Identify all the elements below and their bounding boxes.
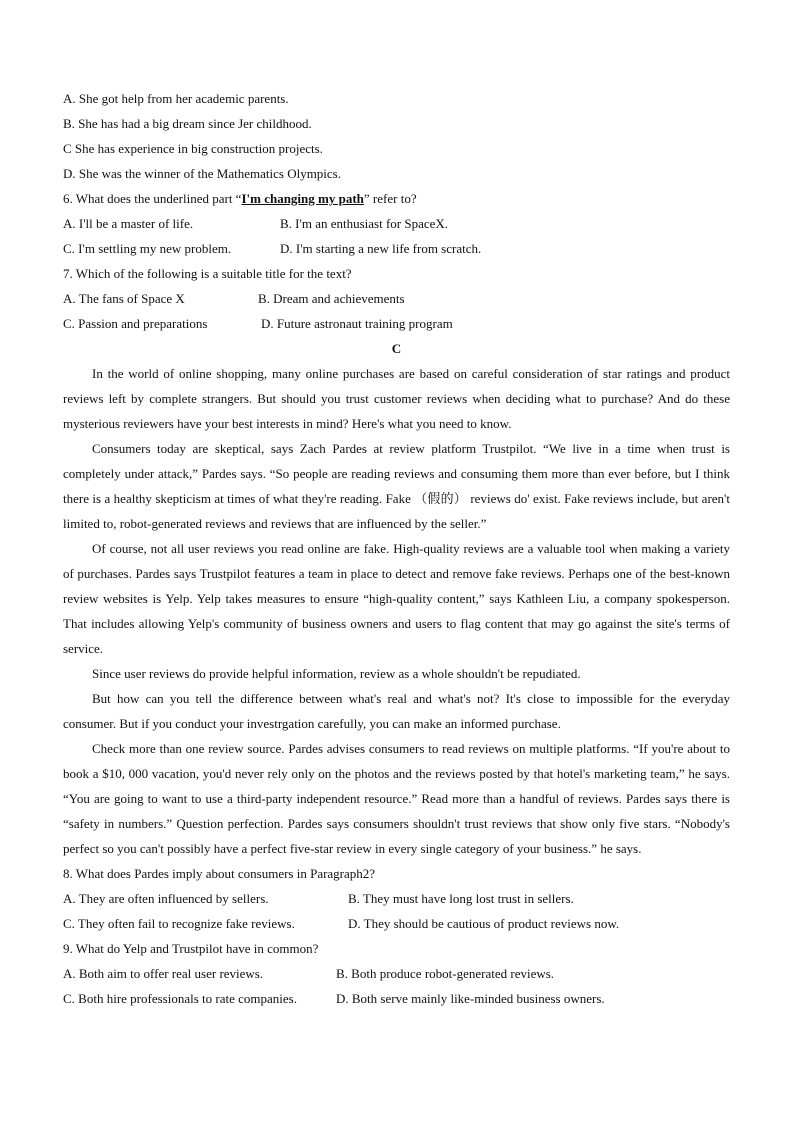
q8-option-a: A. They are often influenced by sellers. xyxy=(63,891,269,906)
q9-option-d: D. Both serve mainly like-minded business owners. xyxy=(336,991,605,1006)
q6-stem: 6. What does the underlined part “I'm changing my path” refer to? xyxy=(63,191,417,206)
q9-stem: 9. What do Yelp and Trustpilot have in common? xyxy=(63,941,319,956)
q5-option-a: A. She got help from her academic parents. xyxy=(63,91,289,106)
q8-option-c: C. They often fail to recognize fake reviews. xyxy=(63,916,295,931)
q7-option-a: A. The fans of Space X xyxy=(63,291,185,306)
section-heading: C xyxy=(391,341,402,356)
q5-option-c: C She has experience in big construction projects. xyxy=(63,141,323,156)
document-page xyxy=(63,86,730,1011)
q8-stem: 8. What does Pardes imply about consumers in Paragraph2? xyxy=(63,866,376,881)
q7-options-row-1 xyxy=(63,286,730,311)
q8-options-row-2 xyxy=(63,911,730,936)
q8-option-d: D. They should be cautious of product reviews now. xyxy=(348,916,620,931)
q7-stem: 7. Which of the following is a suitable title for the text? xyxy=(63,266,352,281)
passage-paragraph-1: In the world of online shopping, many online purchases are based on careful consideration of star ratings and product reviews left by complete strangers. But should you trust customer reviews when deciding what to purchase? And do these mysterious reviewers have your best interests in mind? Here's what you need to know. xyxy=(63,366,730,431)
q9-option-b: B. Both produce robot-generated reviews. xyxy=(336,966,555,981)
q8-options-row-1 xyxy=(63,886,730,911)
q7-options-row-2 xyxy=(63,311,730,336)
q8-option-b: B. They must have long lost trust in sellers. xyxy=(348,891,574,906)
q9-option-a: A. Both aim to offer real user reviews. xyxy=(63,966,264,981)
passage-paragraph-4: Since user reviews do provide helpful information, review as a whole shouldn't be repudiated. xyxy=(92,666,581,681)
q9-option-c: C. Both hire professionals to rate companies. xyxy=(63,991,297,1006)
q5-option-d: D. She was the winner of the Mathematics Olympics. xyxy=(63,166,341,181)
q6-option-b: B. I'm an enthusiast for SpaceX. xyxy=(280,216,449,231)
q7-option-d: D. Future astronaut training program xyxy=(261,316,453,331)
passage-paragraph-3: Of course, not all user reviews you read online are fake. High-quality reviews are a valuable tool when making a variety of purchases. Pardes says Trustpilot features a team in place to detect and remove fake reviews. Perhaps one of the best-known review websites is Yelp. Yelp takes measures to ensure “high-quality content,” says Kathleen Liu, a company spokesperson. That includes allowing Yelp's community of business owners and users to flag content that may go against the site's terms of service. xyxy=(63,541,730,656)
q7-option-b: B. Dream and achievements xyxy=(258,291,405,306)
passage-paragraph-5: But how can you tell the difference between what's real and what's not? It's close to impossible for the everyday consumer. But if you conduct your investrgation carefully, you can make an informed purchase. xyxy=(63,691,730,731)
q6-option-a: A. I'll be a master of life. xyxy=(63,216,194,231)
underlined-phrase: I'm changing my path xyxy=(241,191,364,206)
q5-option-b: B. She has had a big dream since Jer childhood. xyxy=(63,116,312,131)
q9-options-row-1 xyxy=(63,961,730,986)
q7-option-c: C. Passion and preparations xyxy=(63,316,208,331)
passage-paragraph-6: Check more than one review source. Pardes advises consumers to read reviews on multiple platforms. “If you're about to book a $10, 000 vacation, you'd never rely only on the photos and the reviews posted by that hotel's marketing team,” he says. “You are going to want to use a third-party independent resource.” Read more than a handful of reviews. Pardes says there is “safety in numbers.” Question perfection. Pardes says consumers shouldn't trust reviews that show only five stars. “Nobody's perfect so you can't possibly have a perfect five-star review in every single category of your business.” he says. xyxy=(63,741,730,856)
q6-option-d: D. I'm starting a new life from scratch. xyxy=(280,241,482,256)
q6-option-c: C. I'm settling my new problem. xyxy=(63,241,232,256)
q6-options-row-1 xyxy=(63,211,730,236)
q6-options-row-2 xyxy=(63,236,730,261)
q9-options-row-2 xyxy=(63,986,730,1011)
passage-paragraph-2: Consumers today are skeptical, says Zach Pardes at review platform Trustpilot. “We live in a time when trust is completely under attack,” Pardes says. “So people are reading reviews and consuming them more than ever before, but I think there is a healthy skepticism at times of what they're reading. Fake （假的） reviews do' exist. Fake reviews include, but aren't limited to, robot-generated reviews and reviews that are influenced by the seller.” xyxy=(63,441,730,531)
